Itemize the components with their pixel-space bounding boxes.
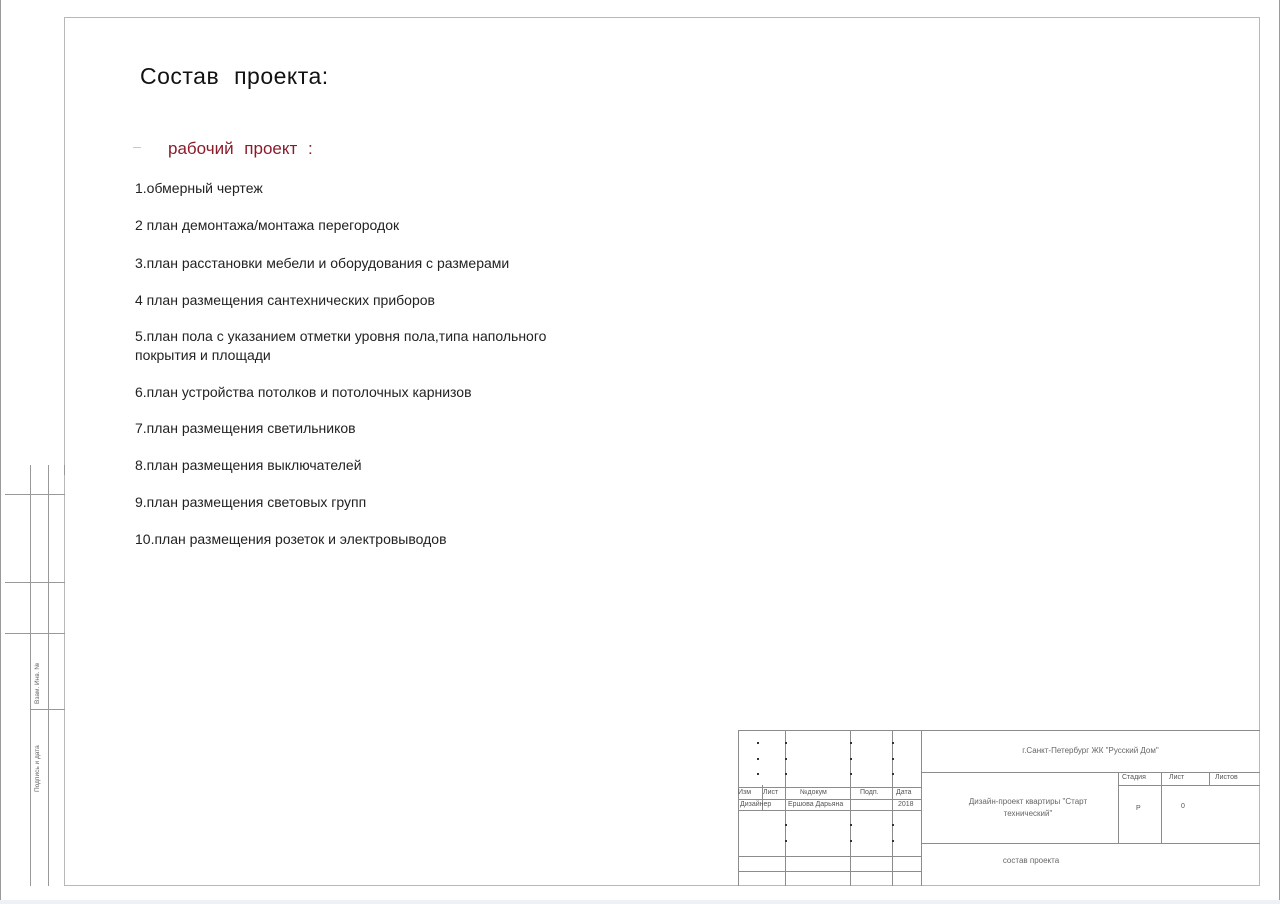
page-edge-bottom	[0, 900, 1280, 904]
tb-line	[785, 730, 786, 886]
strip-label-replace-inv: Взам. Инв. №	[34, 662, 41, 704]
tb-dot	[892, 840, 894, 842]
strip-line	[64, 465, 65, 475]
section-title: рабочий проект :	[168, 139, 313, 158]
page-edge-left	[0, 0, 1, 904]
list-item: 6.план устройства потолков и потолочных карнизов	[135, 384, 472, 400]
tb-line	[1118, 772, 1119, 843]
strip-line	[5, 494, 65, 495]
tb-line	[738, 730, 1260, 731]
tb-header-sheets: Листов	[1215, 774, 1238, 781]
tb-line	[738, 871, 922, 872]
list-item: 10.план размещения розеток и электровыводов	[135, 531, 447, 547]
tb-header-sign: Подп.	[860, 789, 879, 796]
tb-header-date: Дата	[896, 789, 912, 796]
strip-line	[48, 465, 49, 886]
tb-person-name: Ершова Дарьяна	[788, 801, 844, 808]
strip-label-sign-date: Подпись и дата	[34, 745, 41, 792]
tb-header-stage: Стадия	[1122, 774, 1146, 781]
tb-dot	[850, 742, 852, 744]
tb-sheet-value: 0	[1181, 803, 1185, 810]
tb-dot	[892, 742, 894, 744]
tb-line	[738, 730, 739, 886]
tb-dot	[892, 773, 894, 775]
tb-line	[921, 843, 1260, 844]
list-item: 3.план расстановки мебели и оборудования с размерами	[135, 255, 510, 271]
tb-header-sheet: Лист	[1169, 774, 1185, 781]
tb-dot	[892, 758, 894, 760]
tb-dot	[757, 758, 759, 760]
tb-dot	[850, 840, 852, 842]
list-item: 2 план демонтажа/монтажа перегородок	[135, 217, 400, 233]
tb-dot	[785, 840, 787, 842]
tb-line	[738, 856, 922, 857]
tb-header-docno: №докум	[800, 789, 827, 796]
tb-line	[1118, 785, 1260, 786]
list-item: 4 план размещения сантехнических приборов	[135, 292, 435, 308]
list-item: 8.план размещения выключателей	[135, 457, 362, 473]
tb-dot	[785, 773, 787, 775]
tb-line	[738, 799, 922, 800]
title-block	[738, 730, 1260, 886]
tb-dot	[785, 824, 787, 826]
page-title: Состав проекта:	[140, 63, 329, 89]
tb-line	[738, 810, 922, 811]
tb-header-list: Лист	[763, 789, 779, 796]
tb-date-value: 2018	[898, 801, 914, 808]
tb-dot	[757, 773, 759, 775]
bullet-dash	[133, 147, 141, 148]
strip-line	[5, 582, 65, 583]
tb-stage-value: Р	[1136, 805, 1141, 812]
tb-line	[1209, 772, 1210, 786]
tb-line	[738, 787, 922, 788]
strip-line	[30, 465, 31, 886]
tb-dot	[785, 742, 787, 744]
tb-line	[1161, 772, 1162, 843]
tb-header-izm: Изм	[738, 789, 752, 796]
tb-dot	[892, 824, 894, 826]
tb-dot	[850, 773, 852, 775]
tb-project-name: Дизайн-проект квартиры "Старт технический"	[968, 797, 1088, 818]
tb-dot	[850, 758, 852, 760]
tb-line	[892, 730, 893, 886]
list-item: 7.план размещения светильников	[135, 420, 356, 436]
strip-line	[5, 633, 65, 634]
list-item: 5.план пола с указанием отметки уровня пола,типа напольного покрытия и площади	[135, 328, 547, 363]
tb-dot	[785, 758, 787, 760]
tb-dot	[850, 824, 852, 826]
tb-line	[850, 730, 851, 886]
tb-dot	[757, 742, 759, 744]
tb-address: г.Санкт-Петербург ЖК "Русский Дом"	[1022, 746, 1159, 755]
strip-line	[30, 709, 65, 710]
list-item: 9.план размещения световых групп	[135, 494, 367, 510]
tb-sheet-name: состав проекта	[1002, 856, 1060, 865]
list-item: 1.обмерный чертеж	[135, 180, 263, 196]
tb-role: Дизайнер	[740, 801, 772, 808]
